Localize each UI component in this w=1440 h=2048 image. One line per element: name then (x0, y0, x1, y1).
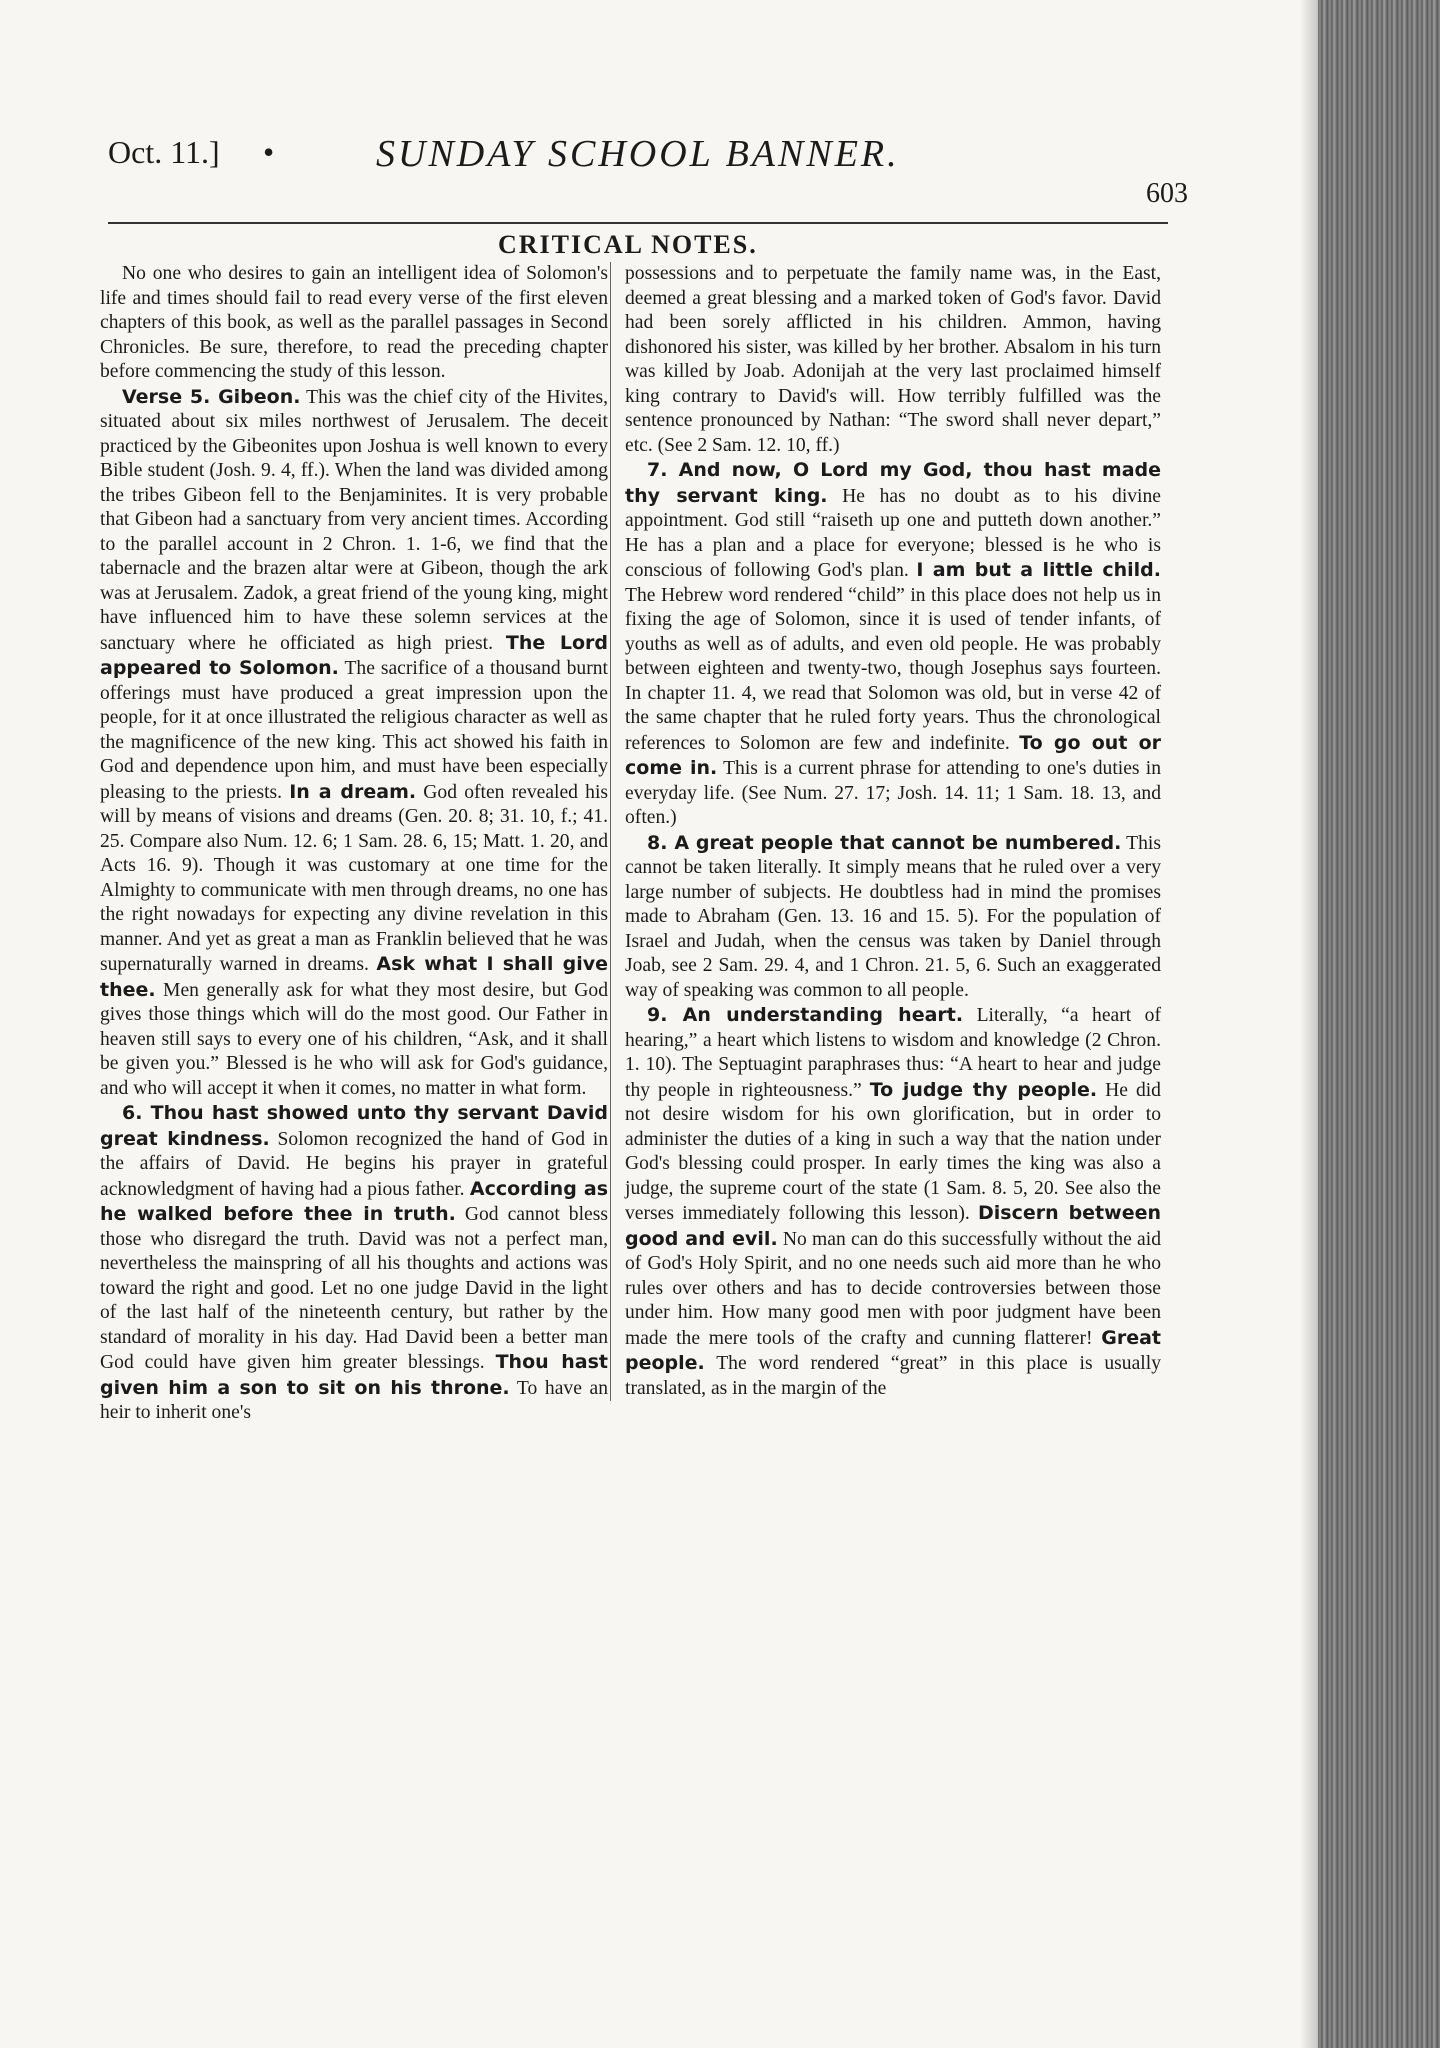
paragraph-text: The sacrifice of a thousand burnt offerings must have produced a great impression upon the people, for it at once illustrated the religious character as well as the magnificence of the new king. This act showed his faith in God and dependence upon him, and must have been especially pleasing to the priests. (100, 658, 608, 803)
paragraph (100, 385, 608, 1102)
paragraph (625, 1003, 1161, 1401)
note-heading: To go out or come in. (625, 731, 1161, 779)
paragraph-text: He did not desire wisdom for his own glorification, but in order to administer the duties of a king in such a way that the nation under God's blessing could prosper. In early times the king was also a judge, the supreme court of the state (1 Sam. 8. 5, 20. See also the verses immediately following this lesson). (625, 1079, 1161, 1224)
paragraph-text: No man can do this successfully without the aid of God's Holy Spirit, and no one needs such aid more than he who rules over others and has to decide controversies between those under him. How many good men with poor judgment have been made the mere tools of the crafty and cunning flatterer! (625, 1228, 1161, 1349)
masthead-title: SUNDAY SCHOOL BANNER. (376, 133, 900, 175)
paragraph-text: possessions and to perpetuate the family name was, in the East, deemed a great blessing and a marked token of God's favor. David had been sorely afflicted in his children. Ammon, having dishonored his sister, was killed by her brother. Absalom in his turn was killed by Joab. Adonijah at the very last proclaimed himself king contrary to David's will. How terribly fulfilled was the sentence pronounced by Nathan: “The sword shall never depart,” etc. (See 2 Sam. 12. 10, ff.) (625, 263, 1161, 456)
note-heading: Discern between good and evil. (625, 1202, 1161, 1250)
page-number: 603 (1146, 178, 1188, 209)
paragraph-text: Solomon recognized the hand of God in the affairs of David. He begins his prayer in grateful acknowledgment of having had a pious father. (100, 1128, 608, 1200)
note-heading: The Lord appeared to Solomon. (100, 631, 608, 679)
note-heading: 8. A great people that cannot be numbered. (647, 831, 1122, 854)
note-heading: I am but a little child. (916, 559, 1161, 581)
paragraph (100, 1101, 608, 1426)
note-heading: To judge thy people. (869, 1078, 1098, 1101)
paragraph-text: This is a current phrase for attending to one's duties in everyday life. (See Num. 27. 17; Josh. 14. 11; 1 Sam. 18. 13, and often.) (625, 758, 1161, 828)
paragraph-text: God cannot bless those who disregard the truth. David was not a perfect man, nevertheless the mainspring of all his thoughts and actions was toward the right and good. Let no one judge David in the light of the last half of the nineteenth century, but rather by the standard of morality in his day. Had David been a better man God could have given him greater blessings. (100, 1204, 608, 1373)
paragraph (625, 262, 1161, 458)
section-title: CRITICAL NOTES. (498, 230, 758, 259)
note-heading: Thou hast given him a son to sit on his throne. (100, 1351, 608, 1399)
left-column (100, 262, 608, 1426)
note-heading: Great people. (625, 1326, 1161, 1374)
note-heading: 7. And now, O Lord my God, thou hast made thy servant king. (625, 459, 1161, 507)
note-heading: 9. An understanding heart. (647, 1004, 964, 1026)
running-header (108, 128, 1188, 209)
note-heading: According as he walked before thee in truth. (100, 1177, 608, 1225)
book-page-edges (1318, 0, 1440, 2048)
paragraph-text: God often revealed his will by means of visions and dreams (Gen. 20. 8; 31. 10, f.; 41. 25. Compare also Num. 12. 6; 1 Sam. 28. 6, 15; Matt. 1. 20, and Acts 16. 9). Though it was customary at one time for the Almighty to communicate with men through dreams, no one has the right nowadays for expecting any divine revelation in this manner. And yet as great a man as Franklin believed that he was supernaturally warned in dreams. (100, 781, 609, 975)
paragraph (625, 831, 1161, 1004)
paragraph-text: This was the chief city of the Hivites, situated about six miles northwest of Jerusalem. The deceit practiced by the Gibeonites upon Joshua is well known to every Bible student (Josh. 9. 4, ff.). When the land was divided among the tribes Gibeon fell to the Benjaminites. It is very probable that Gibeon had a sanctuary from very ancient times. According to the parallel account in 2 Chron. 1. 1-6, we find that the tabernacle and the brazen altar were at Gibeon, though the ark was at Jerusalem. Zadok, a great friend of the young king, might have influenced him to have these solemn services at the sanctuary where he officiated as high priest. (100, 386, 608, 654)
note-heading: In a dream. (289, 780, 417, 803)
paragraph-text: Men generally ask for what they most desire, but God gives those things which will do the most good. Our Father in heaven still says to every one of his children, “Ask, and it shall be given you.” Blessed is he who will ask for God's guidance, and who will accept it when it comes, no matter in what form. (100, 979, 608, 1099)
header-date: Oct. 11.] (108, 134, 220, 170)
paragraph-text: This cannot be taken literally. It simply means that he ruled over a very large number of subjects. He doubtless had in mind the promises made to Abraham (Gen. 13. 16 and 15. 5). For the population of Israel and Judah, when the census was taken by Daniel through Joab, see 2 Sam. 29. 4, and 1 Chron. 21. 5, 6. Such an exaggerated way of speaking was common to all people. (625, 832, 1161, 1001)
paragraph-text: The word rendered “great” in this place is usually translated, as in the margin of the (625, 1353, 1161, 1399)
paragraph (625, 458, 1161, 831)
paragraph-text: The Hebrew word rendered “child” in this place does not help us in fixing the age of Solomon, since it is used of tender infants, of youths as well as of adults, and even old people. He was probably between eighteen and twenty-two, though Josephus says fourteen. In chapter 11. 4, we read that Solomon was old, but in verse 42 of the same chapter that he ruled forty years. Thus the chronological references to Solomon are few and indefinite. (625, 584, 1161, 754)
paragraph-text: Literally, “a heart of hearing,” a heart which listens to wisdom and knowledge (2 Chron. 1. 10). The Septuagint paraphrases thus: “A heart to hear and judge thy people in righteousness.” (625, 1005, 1161, 1101)
header-bullet: • (263, 134, 275, 170)
right-column (610, 262, 1161, 1401)
paragraph (100, 262, 608, 385)
header-rule (108, 222, 1168, 224)
note-heading: Verse 5. Gibeon. (122, 385, 301, 408)
paragraph-text: No one who desires to gain an intelligent idea of Solomon's life and times should fail to read every verse of the first eleven chapters of this book, as well as the parallel passages in Second Chronicles. Be sure, therefore, to read the preceding chapter before commencing the study of this lesson. (100, 263, 608, 382)
paragraph-text: To have an heir to inherit one's (100, 1377, 608, 1423)
note-heading: Ask what I shall give thee. (100, 953, 609, 1001)
note-heading: 6. Thou hast showed unto thy servant David great kindness. (100, 1102, 608, 1150)
paragraph-text: He has no doubt as to his divine appointment. God still “raiseth up one and putteth down another.” He has a plan and a place for everyone; blessed is he who is conscious of following God's plan. (625, 485, 1161, 581)
